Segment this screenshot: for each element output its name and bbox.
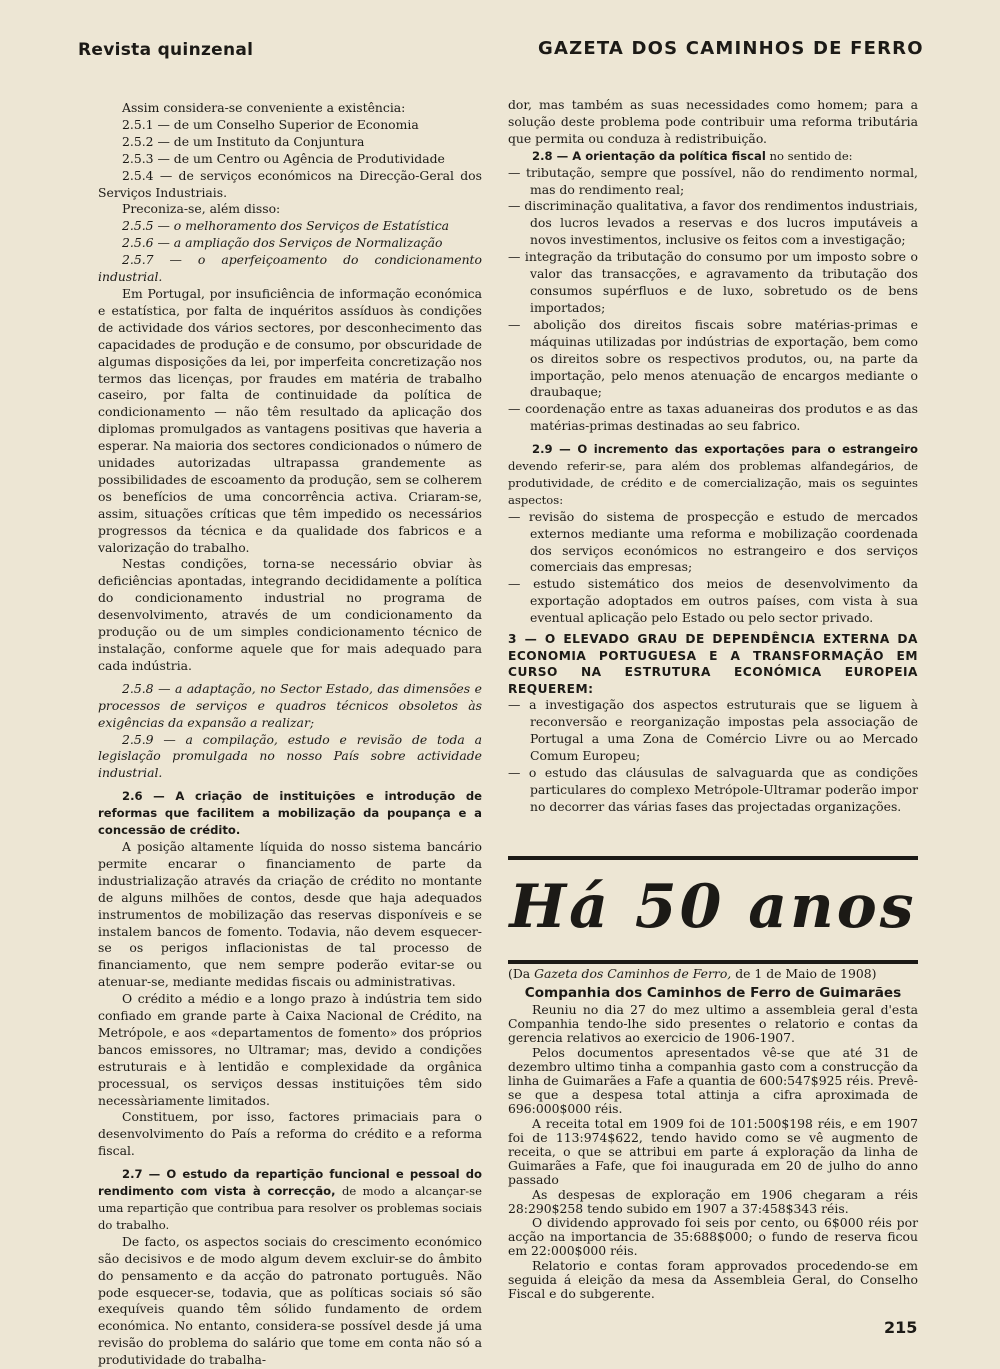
paragraph-text: no sentido de: [765, 148, 853, 163]
header-right: GAZETA DOS CAMINHOS DE FERRO [538, 38, 924, 59]
paragraph: 2.5.5 — o melhoramento dos Serviços de Estatística [122, 218, 450, 234]
paragraph: Assim considera-se conveniente a existência: [122, 100, 406, 115]
old-news-paragraph: Pelos documentos apresentados vê-se que até 31 de dezembro ultimo tinha a companhia gasto com a construcção da linha de Guimarães a Fafe a quantia de 600:547$925 réis. Prevê-se que a despesa total attinja a cifra aproximada de 696:000$000 réis. [508, 1044, 918, 1117]
paragraph: — discriminação qualitativa, a favor dos rendimentos industriais, dos lucros levados a reservas e dos lucros imputáveis a novos investimentos, inclusive os feitos com a investigação; [508, 198, 918, 248]
paragraph: dor, mas também as suas necessidades como homem; para a solução deste problema pode contribuir uma reforma tributária que permita ou conduza à redistribuição. [508, 97, 918, 146]
paragraph: De facto, os aspectos sociais do crescimento económico são decisivos e de modo algum devem excluir-se do âmbito do pensamento e da acção do patronato português. Não pode esquecer-se, todavia, que as políticas sociais só são exequíveis quando têm sólido fundamento de ordem económica. No entanto, considera-se possível desde já uma revisão do problema do salário que tome em conta não só a produtividade do trabalha- [98, 1233, 482, 1368]
paragraph: — integração da tributação do consumo por um imposto sobre o valor das transacções, e agravamento da tributação dos consumos supérfluos e de luxo, sobretudo os de bens importados; [508, 249, 918, 315]
paragraph: 3 — O ELEVADO GRAU DE DEPENDÊNCIA EXTERNA DA ECONOMIA PORTUGUESA E A TRANSFORMAÇÃO EM CURSO NA ESTRUTURA ECONÓMICA EUROPEIA REQUEREM: [508, 632, 918, 696]
paragraph-text: devendo referir-se, para além dos problemas alfandegários, de produtividade, de crédito e de comercialização, mais os seguintes aspectos: [508, 459, 918, 507]
paragraph: Constituem, por isso, factores primaciais para o desenvolvimento do País a reforma do crédito e a reforma fiscal. [98, 1109, 482, 1159]
paragraph: 2.5.2 — de um Instituto da Conjuntura [122, 133, 365, 149]
paragraph: 2.5.1 — de um Conselho Superior de Economia [122, 116, 419, 132]
old-news-paragraph: Relatorio e contas foram approvados procedendo-se em seguida á eleição da mesa da Assembleia Geral, do Conselho Fiscal e do subgerente. [508, 1257, 918, 1302]
old-news-title: Companhia dos Caminhos de Ferro de Guimarães [524, 984, 902, 1001]
section-heading: 2.9 — O incremento das exportações para o estrangeiro [532, 442, 918, 457]
paragraph: — revisão do sistema de prospecção e estudo de mercados externos mediante uma reforma e mobilização coordenada dos serviços económicos no estrangeiro e dos serviços comerciais das empresas; [508, 508, 918, 575]
source-italic: Gazeta dos Caminhos de Ferro, [534, 966, 732, 981]
paragraph: 2.5.8 — a adaptação, no Sector Estado, das dimensões e processos de serviços e quadros técnicos obsoletos às exigências da expansão a realizar; [98, 680, 482, 730]
page-number: 215 [884, 1318, 918, 1337]
old-news-section [508, 966, 918, 1301]
paragraph [98, 1166, 482, 1234]
paragraph [508, 148, 918, 165]
paragraph [508, 441, 918, 509]
paragraph: 2.5.7 — o aperfeiçoamento do condicionamento industrial. [98, 252, 482, 285]
section-heading: 2.6 — A criação de instituições e introdução de reformas que facilitem a mobilização da poupança e a concessão de crédito. [98, 789, 482, 838]
paragraph: — o estudo das cláusulas de salvaguarda que as condições particulares do complexo Metrópole-Ultramar poderão impor no decorrer das várias fases das projectadas organizações. [508, 764, 918, 814]
paragraph: 2.5.6 — a ampliação dos Serviços de Normalização [122, 235, 443, 251]
paragraph: — tributação, sempre que possível, não do rendimento normal, mas do rendimento real; [508, 164, 918, 197]
old-news-source [508, 966, 918, 982]
paragraph: — abolição dos direitos fiscais sobre matérias-primas e máquinas utilizadas por indústrias de exportação, bem como os direitos sobre os respectivos produtos, ou, na parte da importação, pelo menos atenuação de encargos mediante o draubaque; [508, 316, 918, 400]
right-column [508, 97, 918, 815]
paragraph-text: de modo a alcançar-se uma repartição que contribua para resolver os problemas sociais do trabalho. [98, 1184, 482, 1232]
paragraph: Preconiza-se, além disso: [122, 201, 281, 217]
paragraph: — estudo sistemático dos meios de desenvolvimento da exportação adoptados em outros países, com vista à sua eventual aplicação pelo Estado ou pelo sector privado. [508, 576, 918, 626]
paragraph: 2.5.9 — a compilação, estudo e revisão de toda a legislação promulgada no nosso País sobre actividade industrial. [98, 731, 482, 781]
header-left: Revista quinzenal [78, 40, 254, 60]
source-suffix: de 1 de Maio de 1908) [731, 966, 877, 981]
banner-title: Há 50 anos [509, 872, 917, 942]
paragraph: Nestas condições, torna-se necessário obviar às deficiências apontadas, integrando decididamente a política do condicionamento industrial no programa de desenvolvimento, através de um condicionamento da produção ou de um simples condicionamento técnico de instalação, conforme aquele que for mais adequado para cada indústria. [98, 556, 482, 673]
old-news-paragraph: As despesas de exploração em 1906 chegaram a réis 28:290$258 tendo subido em 1907 a 37:458$343 réis. [508, 1186, 918, 1216]
section-heading: 2.7 — O estudo da repartição funcional e pessoal do rendimento com vista à correcção, [98, 1167, 482, 1199]
source-prefix: (Da [508, 966, 535, 981]
banner-50-anos [508, 856, 918, 964]
paragraph: O crédito a médio e a longo prazo à indústria tem sido confiado em grande parte à Caixa Nacional de Crédito, na Metrópole, e aos «departamentos de fomento» dos próprios bancos emissores, no Ultramar; mas, devido a condições estruturais e à lentidão e complexidade da orgânica processual, os serviços dessas instituições têm sido necessàriamente limitados. [98, 991, 482, 1108]
left-column [98, 100, 482, 1369]
old-news-paragraph: O dividendo approvado foi seis por cento, ou 6$000 réis por acção na importancia de 35:688$000; o fundo de reserva ficou em 22:000$000 réis. [508, 1215, 918, 1259]
old-news-body [508, 1003, 918, 1301]
old-news-paragraph: Reuniu no dia 27 do mez ultimo a assembleia geral d'esta Companhia tendo-lhe sido presentes o relatorio e contas da gerencia relativos ao exercicio de 1906-1907. [508, 1002, 918, 1046]
paragraph: — coordenação entre as taxas aduaneiras dos produtos e as das matérias-primas destinadas ao seu fabrico. [508, 401, 918, 434]
paragraph: 2.5.4 — de serviços económicos na Direcção-Geral dos Serviços Industriais. [98, 167, 482, 200]
paragraph: Em Portugal, por insuficiência de informação económica e estatística, por falta de inquéritos assíduos às condições de actividade dos vários sectores, por desconhecimento das capacidades de produção e de consumo, por obscuridade de algumas disposições da lei, por imperfeita concretização nos termos das licenças, por fraudes em matéria de trabalho caseiro, por falta de continuidade da política de condicionamento — não têm resultado da aplicação dos diplomas promulgados as vantagens positivas que haveria a esperar. Na maioria dos sectores condicionados o número de unidades autorizadas ultrapassa grandemente as possibilidades de escoamento da produção, sem se colherem os benefícios de uma concorrência activa. Criaram-se, assim, situações críticas que têm impedido os necessários progressos da técnica e da qualidade dos fabricos e a valorização do trabalho. [98, 285, 482, 555]
paragraph: A posição altamente líquida do nosso sistema bancário permite encarar o financiamento de parte da industrialização através da criação de crédito no montante de alguns milhões de contos, desde que haja adequados instrumentos de mobilização das reservas disponíveis e se instalem bancos de fomento. Todavia, não devem esquecer-se os perigos inflacionistas de tal processo de financiamento, que nem sempre poderão evitar-se ou atenuar-se, mediante medidas fiscais ou administrativas. [98, 838, 482, 990]
section-heading: 2.8 — A orientação da política fiscal [532, 148, 766, 163]
paragraph [98, 788, 482, 839]
paragraph: 2.5.3 — de um Centro ou Agência de Produtividade [122, 150, 445, 166]
paragraph: — a investigação dos aspectos estruturais que se liguem à reconversão e reorganização impostas pela associação de Portugal a uma Zona de Comércio Livre ou ao Mercado Comum Europeu; [508, 697, 918, 763]
old-news-paragraph: A receita total em 1909 foi de 101:500$198 réis, e em 1907 foi de 113:974$622, tendo havido como se vê augmento de receita, o que se attribui em parte á exploração da linha de Guimarães a Fafe, que foi inaugurada em 20 de julho do anno passado [508, 1115, 918, 1188]
